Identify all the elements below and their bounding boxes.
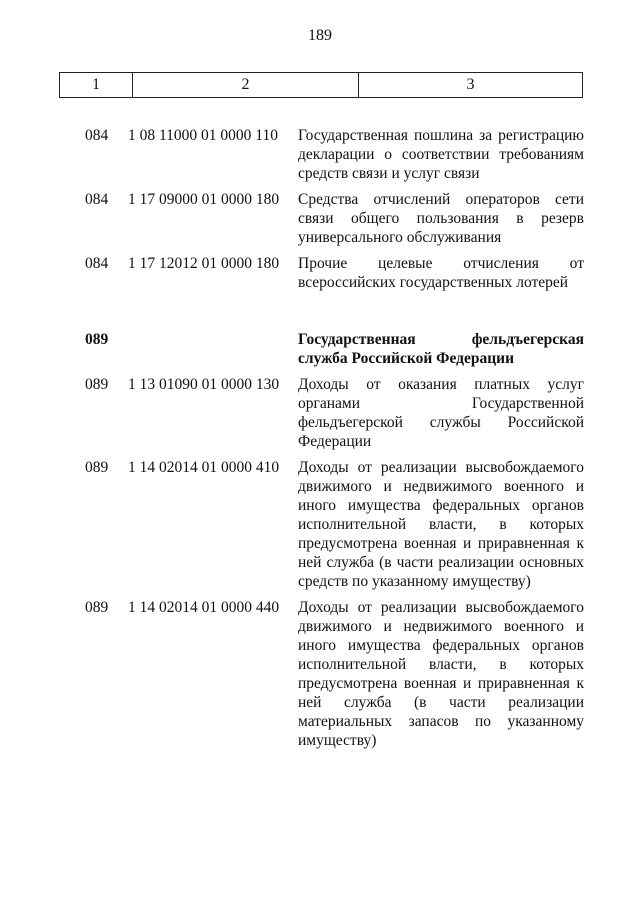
admin-code: 089 (85, 599, 109, 616)
table-row (85, 254, 585, 292)
revenue-table-body (85, 126, 585, 750)
table-row (85, 598, 585, 750)
page-number: 189 (308, 27, 332, 44)
column-header-2: 2 (132, 73, 358, 97)
table-row (85, 458, 585, 591)
table-row (85, 126, 585, 183)
revenue-description: Доходы от оказания платных услуг органами Государственной фельдъегерской службы Российской Федерации (298, 376, 584, 450)
revenue-description: Доходы от реализации высвобождаемого движимого и недвижимого военного и иного имущества федеральных органов исполнительной власти, в которых предусмотрена военная и приравненная к ней служба (в части реализации основных средств по указанному имуществу) (298, 459, 584, 590)
table-row (85, 375, 585, 451)
revenue-description: Прочие целевые отчисления от всероссийских государственных лотерей (298, 255, 584, 291)
budget-classification-code: 1 14 02014 01 0000 440 (128, 599, 280, 616)
admin-code: 084 (85, 191, 109, 208)
table-header (59, 72, 583, 98)
table-row (85, 190, 585, 247)
budget-classification-code: 1 08 11000 01 0000 110 (128, 127, 278, 144)
column-header-3: 3 (358, 73, 582, 97)
admin-code: 089 (85, 331, 109, 348)
admin-code: 084 (85, 127, 109, 144)
budget-classification-code: 1 14 02014 01 0000 410 (128, 459, 280, 476)
admin-code: 089 (85, 376, 109, 393)
budget-classification-code: 1 17 09000 01 0000 180 (128, 191, 280, 208)
budget-classification-code: 1 17 12012 01 0000 180 (128, 255, 280, 272)
column-header-1: 1 (92, 76, 100, 93)
admin-code: 089 (85, 459, 109, 476)
revenue-description: Доходы от реализации высвобождаемого движимого и недвижимого военного и иного имущества федеральных органов исполнительной власти, в которых предусмотрена военная и приравненная к ней служба (в части реализации материальных запасов по указанному имуществу) (298, 599, 584, 749)
section-title: Государственная фельдъегерская служба Российской Федерации (298, 331, 584, 367)
revenue-description: Средства отчислений операторов сети связи общего пользования в резерв универсального обслуживания (298, 191, 584, 246)
budget-classification-code: 1 13 01090 01 0000 130 (128, 376, 280, 393)
section-heading-row (85, 330, 585, 368)
revenue-description: Государственная пошлина за регистрацию декларации о соответствии требованиям средств связи и услуг связи (298, 127, 584, 182)
admin-code: 084 (85, 255, 109, 272)
